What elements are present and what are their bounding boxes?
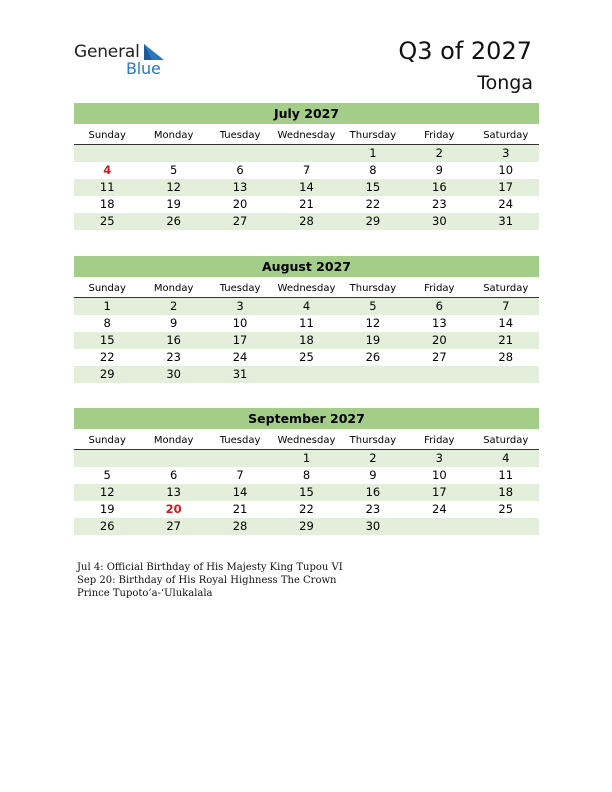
- day-cell: 16: [365, 485, 381, 499]
- day-cell: 18: [498, 485, 514, 499]
- day-cell: 25: [99, 214, 115, 228]
- day-cell: 12: [166, 180, 181, 194]
- holiday-note: Jul 4: Official Birthday of His Majesty King Tupou VI: [77, 562, 343, 573]
- day-cell: 22: [365, 197, 381, 211]
- day-cell: 9: [435, 163, 443, 177]
- holiday-note: Sep 20: Birthday of His Royal Highness The Crown: [77, 575, 337, 586]
- weekday-label: Tuesday: [219, 435, 261, 446]
- day-cell: 26: [99, 519, 115, 533]
- day-cell: 9: [369, 468, 377, 482]
- empty-day-cell: [74, 450, 140, 467]
- weekday-label: Sunday: [88, 283, 126, 294]
- empty-day-cell: [207, 145, 273, 162]
- day-cell: 2: [435, 146, 443, 160]
- day-cell: 25: [498, 502, 514, 516]
- day-cell: 11: [498, 468, 514, 482]
- empty-day-cell: [340, 366, 406, 383]
- day-cell: 15: [99, 333, 115, 347]
- day-cell: 29: [299, 519, 314, 533]
- week-row: [74, 213, 539, 230]
- weekday-label: Wednesday: [277, 130, 336, 141]
- day-cell: 21: [299, 197, 314, 211]
- empty-day-cell: [473, 366, 539, 383]
- week-row: [74, 349, 539, 366]
- weekday-label: Saturday: [483, 283, 529, 294]
- holiday-notes: [77, 561, 343, 600]
- day-cell: 19: [99, 502, 115, 516]
- week-row: [74, 484, 539, 501]
- day-cell: 24: [432, 502, 447, 516]
- day-cell: 11: [299, 316, 314, 330]
- day-cell: 3: [435, 451, 443, 465]
- month-title: July 2027: [74, 103, 539, 124]
- day-cell: 1: [103, 299, 111, 313]
- weekday-label: Monday: [153, 435, 194, 446]
- day-cell: 20: [432, 333, 447, 347]
- day-cell: 20: [232, 197, 248, 211]
- day-cell: 5: [369, 299, 377, 313]
- empty-day-cell: [473, 518, 539, 535]
- day-cell: 15: [299, 485, 314, 499]
- day-cell: 30: [365, 519, 381, 533]
- calendar-august: [74, 256, 539, 383]
- day-cell: 13: [232, 180, 248, 194]
- month-weeks: [74, 298, 539, 383]
- day-cell: 14: [232, 485, 248, 499]
- calendar-july: [74, 103, 539, 230]
- day-cell: 16: [166, 333, 181, 347]
- weekday-label: Sunday: [88, 130, 126, 141]
- weekday-header: [74, 280, 539, 298]
- holiday-note: Prince Tupoto’a-‘Ulukalala: [77, 588, 213, 599]
- day-cell: 10: [432, 468, 447, 482]
- day-cell: 21: [232, 502, 248, 516]
- day-cell: 2: [369, 451, 377, 465]
- day-cell: 11: [99, 180, 115, 194]
- empty-day-cell: [273, 366, 339, 383]
- week-row: [74, 450, 539, 467]
- day-cell: 5: [103, 468, 111, 482]
- day-cell: 23: [432, 197, 447, 211]
- week-row: [74, 467, 539, 484]
- day-cell: 22: [99, 350, 115, 364]
- weekday-label: Thursday: [349, 283, 397, 294]
- day-cell: 2: [169, 299, 178, 313]
- week-row: [74, 298, 539, 315]
- day-cell: 1: [369, 146, 377, 160]
- day-cell: 10: [232, 316, 248, 330]
- month-title: September 2027: [74, 408, 539, 429]
- empty-day-cell: [207, 450, 273, 467]
- day-cell: 17: [432, 485, 447, 499]
- day-cell: 31: [232, 367, 248, 381]
- country-name: Tonga: [477, 72, 533, 94]
- weekday-label: Saturday: [483, 130, 529, 141]
- day-cell: 28: [498, 350, 514, 364]
- week-row: [74, 315, 539, 332]
- logo-text-general: General: [74, 42, 140, 62]
- day-cell: 13: [166, 485, 181, 499]
- day-cell: 16: [432, 180, 447, 194]
- week-row: [74, 179, 539, 196]
- month-weeks: [74, 145, 539, 230]
- holiday-day-cell: 20: [165, 502, 182, 516]
- day-cell: 19: [365, 333, 381, 347]
- day-cell: 27: [166, 519, 181, 533]
- day-cell: 30: [432, 214, 447, 228]
- day-cell: 3: [236, 299, 244, 313]
- day-cell: 8: [369, 163, 377, 177]
- holiday-day-cell: 4: [103, 163, 112, 177]
- weekday-label: Saturday: [483, 435, 529, 446]
- weekday-label: Tuesday: [219, 130, 261, 141]
- week-row: [74, 332, 539, 349]
- day-cell: 18: [299, 333, 314, 347]
- day-cell: 31: [498, 214, 514, 228]
- day-cell: 17: [232, 333, 248, 347]
- weekday-label: Sunday: [88, 435, 126, 446]
- weekday-label: Friday: [424, 130, 455, 141]
- day-cell: 6: [236, 163, 244, 177]
- day-cell: 9: [169, 316, 178, 330]
- weekday-label: Tuesday: [219, 283, 261, 294]
- day-cell: 23: [365, 502, 381, 516]
- weekday-label: Thursday: [349, 130, 397, 141]
- day-cell: 19: [166, 197, 181, 211]
- day-cell: 29: [365, 214, 381, 228]
- page-title: Q3 of 2027: [398, 37, 532, 65]
- day-cell: 26: [365, 350, 381, 364]
- day-cell: 13: [432, 316, 447, 330]
- day-cell: 23: [166, 350, 181, 364]
- empty-day-cell: [74, 145, 140, 162]
- day-cell: 6: [435, 299, 443, 313]
- weekday-label: Monday: [153, 283, 194, 294]
- day-cell: 27: [432, 350, 447, 364]
- weekday-label: Wednesday: [277, 283, 336, 294]
- day-cell: 7: [302, 163, 311, 177]
- week-row: [74, 366, 539, 383]
- day-cell: 3: [502, 146, 510, 160]
- empty-day-cell: [406, 518, 472, 535]
- day-cell: 8: [103, 316, 111, 330]
- day-cell: 28: [232, 519, 248, 533]
- day-cell: 24: [232, 350, 248, 364]
- month-title: August 2027: [74, 256, 539, 277]
- week-row: [74, 145, 539, 162]
- day-cell: 5: [169, 163, 178, 177]
- day-cell: 14: [299, 180, 314, 194]
- day-cell: 6: [169, 468, 178, 482]
- day-cell: 17: [498, 180, 514, 194]
- day-cell: 10: [498, 163, 514, 177]
- month-weeks: [74, 450, 539, 535]
- day-cell: 29: [99, 367, 115, 381]
- weekday-header: [74, 432, 539, 450]
- day-cell: 22: [299, 502, 314, 516]
- week-row: [74, 196, 539, 213]
- day-cell: 24: [498, 197, 514, 211]
- empty-day-cell: [140, 145, 206, 162]
- weekday-label: Friday: [424, 283, 455, 294]
- weekday-label: Thursday: [349, 435, 397, 446]
- day-cell: 26: [166, 214, 181, 228]
- empty-day-cell: [140, 450, 206, 467]
- weekday-label: Monday: [153, 130, 194, 141]
- day-cell: 12: [365, 316, 381, 330]
- weekday-header: [74, 127, 539, 145]
- week-row: [74, 162, 539, 179]
- empty-day-cell: [273, 145, 339, 162]
- day-cell: 25: [299, 350, 314, 364]
- day-cell: 12: [99, 485, 115, 499]
- day-cell: 7: [236, 468, 244, 482]
- day-cell: 7: [502, 299, 510, 313]
- day-cell: 21: [498, 333, 514, 347]
- calendar-september: [74, 408, 539, 535]
- weekday-label: Friday: [424, 435, 455, 446]
- day-cell: 27: [232, 214, 248, 228]
- empty-day-cell: [406, 366, 472, 383]
- day-cell: 18: [99, 197, 115, 211]
- weekday-label: Wednesday: [277, 435, 336, 446]
- week-row: [74, 518, 539, 535]
- logo-text-blue: Blue: [126, 59, 161, 78]
- week-row: [74, 501, 539, 518]
- day-cell: 1: [302, 451, 311, 465]
- day-cell: 15: [365, 180, 381, 194]
- generalblue-logo: [74, 42, 174, 78]
- day-cell: 4: [302, 299, 311, 313]
- day-cell: 4: [502, 451, 510, 465]
- day-cell: 28: [299, 214, 314, 228]
- day-cell: 14: [498, 316, 514, 330]
- day-cell: 8: [302, 468, 311, 482]
- day-cell: 30: [166, 367, 181, 381]
